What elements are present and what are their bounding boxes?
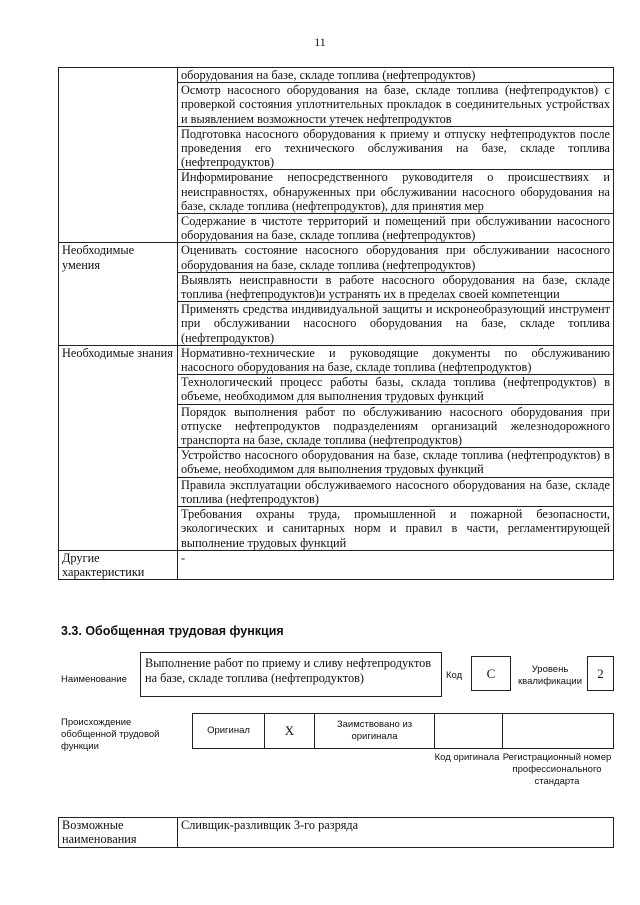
table-row (59, 243, 614, 272)
row-label-other: Другие характеристики (59, 550, 178, 579)
table-row (59, 550, 614, 579)
table-cell: Требования охраны труда, промышленной и пожарной безопасности, экологических и санитарных норм и правил в части, регламентирующей выполнение трудовых функций (178, 507, 614, 551)
table-cell: Выявлять неисправности в работе насосного оборудования на базе, складе топлива (нефтепродуктов)и устранять их в пределах своей компетенции (178, 272, 614, 301)
origin-label: Происхождение обобщенной трудовой функции (61, 717, 160, 752)
table-row (59, 818, 614, 848)
table-cell: - (178, 550, 614, 579)
code-value: С (471, 656, 511, 691)
borrowed-label: Заимствовано из оригинала (315, 714, 435, 748)
level-value: 2 (587, 656, 614, 691)
possible-names-label: Возможные наименования (59, 818, 178, 848)
row-label-skills: Необходимые умения (59, 243, 178, 345)
table-row (59, 68, 614, 83)
original-label: Оригинал (193, 714, 265, 748)
table-cell: Оценивать состояние насосного оборудования при обслуживании насосного оборудования на базе, складе топлива (нефтепродуктов) (178, 243, 614, 272)
table-cell: Подготовка насосного оборудования к приему и отпуску нефтепродуктов после проведения его технического обслуживания на базе, складе топлива (нефтепродуктов) (178, 126, 614, 170)
reg-number-label: Регистрационный номер профессионального стандарта (502, 752, 612, 787)
table-cell: Информирование непосредственного руководителя о происшествиях и неисправностях, обнаруженных при обслуживании насосного оборудования на базе, складе топлива (нефтепродуктов), для принятия мер (178, 170, 614, 214)
possible-names-table (58, 817, 614, 848)
table-cell: Порядок выполнения работ по обслуживанию насосного оборудования при отпуске нефтепродуктов подразделениям организаций железнодорожного транспорта на базе, складе топлива (нефтепродуктов) (178, 404, 614, 448)
table-cell: Нормативно-технические и руководящие документы по обслуживанию насосного оборудования на базе, складе топлива (нефтепродуктов) (178, 345, 614, 374)
row-label (59, 68, 178, 243)
table-cell: Осмотр насосного оборудования на базе, складе топлива (нефтепродуктов) с проверкой состояния уплотнительных прокладок в соединительных устройствах и выявлением возможности утечек нефтепродуктов (178, 83, 614, 127)
possible-names-value: Сливщик-разливщик 3-го разряда (178, 818, 614, 848)
page-number: 11 (314, 35, 326, 49)
row-label-knowledge: Необходимые знания (59, 345, 178, 550)
table-cell: Правила эксплуатации обслуживаемого насосного оборудования на базе, складе топлива (нефтепродуктов) (178, 477, 614, 506)
name-label: Наименование (61, 674, 127, 685)
table-cell: Устройство насосного оборудования на базе, складе топлива (нефтепродуктов) в объеме, необходимом для выполнения трудовых функций (178, 448, 614, 477)
code-original-cell (435, 714, 503, 748)
code-original-label: Код оригинала (434, 752, 500, 763)
table-row (59, 345, 614, 374)
reg-number-cell (503, 714, 613, 748)
code-label: Код (446, 670, 463, 681)
table-cell: Содержание в чистоте территорий и помещений при обслуживании насосного оборудования на базе, складе топлива (нефтепродуктов) (178, 214, 614, 243)
table-cell: Технологический процесс работы базы, склада топлива (нефтепродуктов) в объеме, необходимом для выполнения трудовых функций (178, 375, 614, 404)
section-title: 3.3. Обобщенная трудовая функция (61, 624, 284, 638)
function-name-field: Выполнение работ по приему и сливу нефтепродуктов на базе, складе топлива (нефтепродуктов) (140, 652, 442, 697)
original-mark: X (265, 714, 315, 748)
origin-row (192, 713, 614, 749)
level-label: Уровень квалификации (517, 664, 583, 687)
table-cell: оборудования на базе, складе топлива (нефтепродуктов) (178, 68, 614, 83)
skills-table (58, 67, 614, 580)
table-cell: Применять средства индивидуальной защиты и искронеобразующий инструмент при обслуживании насосного оборудования на базе, складе топлива (нефтепродуктов) (178, 302, 614, 346)
